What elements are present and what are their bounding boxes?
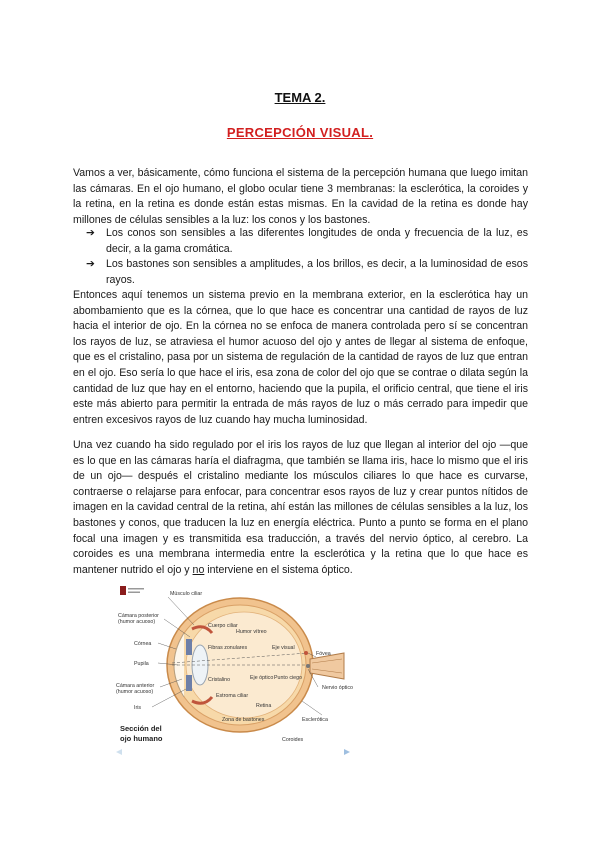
blind-spot-dot xyxy=(306,664,310,668)
label-esclerotica: Esclerótica xyxy=(302,717,328,723)
section-title: PERCEPCIÓN VISUAL. xyxy=(226,125,374,140)
label-fibras-zonulares: Fibras zonulares xyxy=(208,645,248,651)
label-estroma: Estroma ciliar xyxy=(216,693,249,699)
figure-caption: ojo humano xyxy=(120,734,163,743)
label-musculo-ciliar: Músculo ciliar xyxy=(170,591,203,597)
label-camara-posterior-sub: (humor acuoso) xyxy=(118,619,156,625)
label-fovea: Fóvea xyxy=(316,651,331,657)
label-cornea: Córnea xyxy=(134,641,152,647)
label-cristalino: Cristalino xyxy=(208,677,231,683)
label-zona-bastones: Zona de bastones xyxy=(222,717,265,723)
underlined-word: no xyxy=(192,563,205,576)
list-item xyxy=(73,257,528,288)
eye-section-diagram xyxy=(112,583,356,759)
body-paragraph: Entonces aquí tenemos un sistema previo en la membrana exterior, en la esclerótica hay un abombamiento que es la córnea, que lo que hace es concentrar una cantidad de rayos de luz hacia el interior de ojo. En la córnea no se enfoca de manera controlada pero sí se concentran los rayos de luz, se atraviesa el humor acuoso del ojo y antes de llegar al sistema de enfoque, que es el cristalino, pasa por un sistema de regulación de la cantidad de rayos de luz que entran en el ojo. Eso sería lo que hace el iris, esa zona de color del ojo que se contrae o dilata según la cantidad de luz que hay en el entorno, haciendo que la pupila, el orificio central, que tiene el iris este más abierto para permitir la entrada de más rayos de luz o más cerrado para impedir que entren excesivos rayos de luz cuando hay mucha luminosidad. xyxy=(73,289,528,426)
label-humor-vitreo: Humor vítreo xyxy=(236,629,267,635)
paragraph-text: interviene en el sistema óptico. xyxy=(204,563,353,576)
fovea-dot xyxy=(304,651,308,655)
label-camara-posterior: Cámara posterior xyxy=(118,613,159,619)
label-camara-anterior: Cámara anterior xyxy=(116,683,155,689)
bullet-list xyxy=(73,226,528,288)
label-iris: Iris xyxy=(134,705,142,711)
label-nervio-optico: Nervio óptico xyxy=(322,685,353,691)
arrow-icon: ➔ xyxy=(86,227,95,239)
label-pupila: Pupila xyxy=(134,661,149,667)
body-paragraph xyxy=(73,438,528,578)
label-eje-optico: Eje óptico xyxy=(250,675,274,681)
label-coroides: Coroides xyxy=(282,737,304,743)
label-punto-ciego: Punto ciego xyxy=(274,675,302,681)
intro-paragraph: Vamos a ver, básicamente, cómo funciona el sistema de la percepción humana que luego imitan las cámaras. En el ojo humano, el globo ocular tiene 3 membranas: la esclerótica, la coroides y la retina, en la retina es donde están estas mismas. En la cavidad de la retina es donde hay millones de células sensibles a la luz: los conos y los bastones. xyxy=(73,167,528,226)
label-cuerpo-ciliar: Cuerpo ciliar xyxy=(208,623,238,629)
label-eje-visual: Eje visual xyxy=(272,645,295,651)
figure-caption: Sección del xyxy=(120,724,162,733)
bullet-text: Los bastones son sensibles a amplitudes, a los brillos, es decir, a la luminosidad de esos rayos. xyxy=(106,258,528,286)
page-title: TEMA 2. xyxy=(274,90,326,105)
arrow-icon: ➔ xyxy=(86,258,95,271)
bullet-text: Los conos son sensibles a las diferentes longitudes de onda y frecuencia de la luz, es decir, a la gama cromática. xyxy=(106,227,528,255)
label-retina: Retina xyxy=(256,703,272,709)
list-item xyxy=(73,226,528,257)
paragraph-text: Una vez cuando ha sido regulado por el iris los rayos de luz que llegan al interior del ojo —que es lo que en las cámaras haría el diafragma, que también se llama iris, hace lo mismo que el iris de un ojo— después el cristalino mediante los músculos ciliares lo que hace es curvarse, contraerse o relajarse para enfocar, para concentrar esos rayos de luz y crear puntos nítidos de imagen en la cavidad central de la retina, ahí están las millones de células sensibles a la luz, los bastones y conos, que traducen la luz en energía eléctrica. Punto a punto se forma en el plano focal una imagen y es transmitida esa traducción, a través del nervio óptico, al cerebro. La coroides es una membrana intermedia entre la esclerótica y la retina que lo que hace es mantener nutrido el ojo y xyxy=(73,439,528,576)
label-camara-anterior-sub: (humor acuoso) xyxy=(116,689,154,695)
